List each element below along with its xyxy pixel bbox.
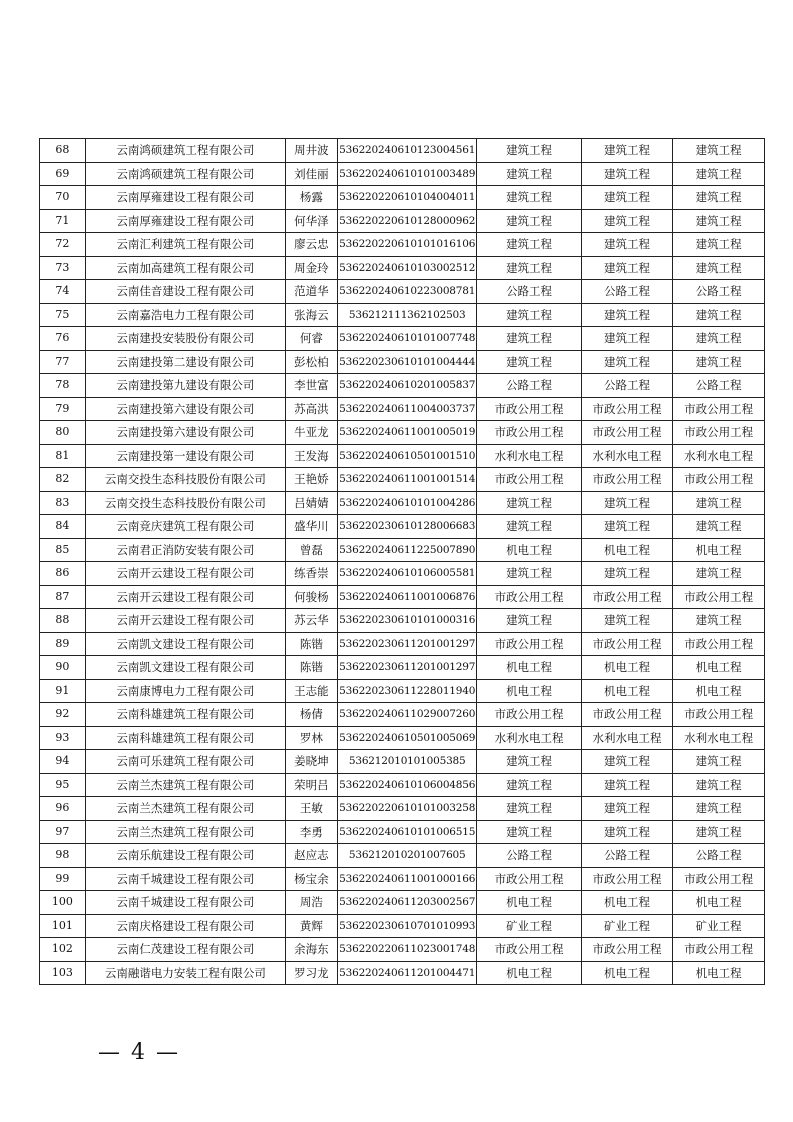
person-name: 陈锴 (285, 632, 337, 656)
company-name: 云南加高建筑工程有限公司 (85, 256, 285, 280)
registered-specialty: 建筑工程 (477, 186, 581, 210)
specialty-3: 机电工程 (673, 656, 765, 680)
person-name: 荣明吕 (285, 773, 337, 797)
certificate-number: 536220240611001005019 (337, 421, 477, 445)
specialty-3: 建筑工程 (673, 350, 765, 374)
person-name: 苏高洪 (285, 397, 337, 421)
specialty-3: 建筑工程 (673, 303, 765, 327)
registered-specialty: 建筑工程 (477, 162, 581, 186)
specialty-2: 市政公用工程 (581, 421, 673, 445)
person-name: 杨露 (285, 186, 337, 210)
specialty-3: 市政公用工程 (673, 421, 765, 445)
specialty-2: 建筑工程 (581, 209, 673, 233)
company-name: 云南兰杰建筑工程有限公司 (85, 773, 285, 797)
certificate-number: 536220230611201001297 (337, 656, 477, 680)
table-row (40, 797, 765, 821)
specialty-3: 建筑工程 (673, 797, 765, 821)
specialty-3: 市政公用工程 (673, 867, 765, 891)
certificate-number: 536220240610106004856 (337, 773, 477, 797)
company-name: 云南嘉浩电力工程有限公司 (85, 303, 285, 327)
registered-specialty: 市政公用工程 (477, 632, 581, 656)
specialty-2: 机电工程 (581, 679, 673, 703)
registered-specialty: 机电工程 (477, 656, 581, 680)
registered-specialty: 建筑工程 (477, 256, 581, 280)
registered-specialty: 建筑工程 (477, 350, 581, 374)
company-name: 云南开云建设工程有限公司 (85, 562, 285, 586)
person-name: 杨宝余 (285, 867, 337, 891)
certificate-number: 536220240610103002512 (337, 256, 477, 280)
table-row (40, 374, 765, 398)
row-number: 90 (40, 656, 86, 680)
row-number: 70 (40, 186, 86, 210)
person-name: 姜晓坤 (285, 750, 337, 774)
specialty-3: 市政公用工程 (673, 585, 765, 609)
person-name: 何骏杨 (285, 585, 337, 609)
specialty-2: 建筑工程 (581, 139, 673, 163)
table-row (40, 656, 765, 680)
company-name: 云南厚雍建设工程有限公司 (85, 186, 285, 210)
certificate-number: 53622024061012300456​1 (337, 139, 477, 163)
specialty-3: 建筑工程 (673, 773, 765, 797)
row-number: 81 (40, 444, 86, 468)
table-row (40, 491, 765, 515)
company-name: 云南建投第六建设有限公司 (85, 421, 285, 445)
registered-specialty: 市政公用工程 (477, 938, 581, 962)
registered-specialty: 市政公用工程 (477, 421, 581, 445)
registered-specialty: 机电工程 (477, 891, 581, 915)
person-name: 罗习龙 (285, 961, 337, 985)
specialty-3: 建筑工程 (673, 139, 765, 163)
registered-specialty: 建筑工程 (477, 609, 581, 633)
company-name: 云南汇利建筑工程有限公司 (85, 233, 285, 257)
specialty-2: 建筑工程 (581, 773, 673, 797)
person-name: 余海东 (285, 938, 337, 962)
company-name: 云南建投第一建设有限公司 (85, 444, 285, 468)
company-name: 云南科雄建筑工程有限公司 (85, 703, 285, 727)
row-number: 87 (40, 585, 86, 609)
person-name: 杨倩 (285, 703, 337, 727)
specialty-3: 机电工程 (673, 538, 765, 562)
certificate-number: 536220230610101004444 (337, 350, 477, 374)
table-row (40, 609, 765, 633)
specialty-2: 市政公用工程 (581, 867, 673, 891)
table-row (40, 750, 765, 774)
specialty-3: 建筑工程 (673, 562, 765, 586)
certificate-number: 536220240611001001514 (337, 468, 477, 492)
specialty-2: 市政公用工程 (581, 632, 673, 656)
company-name: 云南开云建设工程有限公司 (85, 585, 285, 609)
registered-specialty: 机电工程 (477, 538, 581, 562)
row-number: 74 (40, 280, 86, 304)
person-name: 吕婧婧 (285, 491, 337, 515)
registered-specialty: 公路工程 (477, 280, 581, 304)
person-name: 王志能 (285, 679, 337, 703)
table-row (40, 891, 765, 915)
certificate-number: 536220240611004003737 (337, 397, 477, 421)
table-row (40, 632, 765, 656)
table-row (40, 162, 765, 186)
table-row (40, 444, 765, 468)
person-name: 何华泽 (285, 209, 337, 233)
table-row (40, 867, 765, 891)
registered-specialty: 水利水电工程 (477, 726, 581, 750)
company-name: 云南建投第二建设有限公司 (85, 350, 285, 374)
certificate-number: 536220240610106005581 (337, 562, 477, 586)
specialty-2: 公路工程 (581, 374, 673, 398)
table-row (40, 773, 765, 797)
company-name: 云南交投生态科技股份有限公司 (85, 491, 285, 515)
specialty-2: 机电工程 (581, 891, 673, 915)
specialty-2: 建筑工程 (581, 609, 673, 633)
person-name: 张海云 (285, 303, 337, 327)
registered-specialty: 建筑工程 (477, 491, 581, 515)
company-name: 云南康博电力工程有限公司 (85, 679, 285, 703)
registered-specialty: 建筑工程 (477, 303, 581, 327)
specialty-3: 建筑工程 (673, 609, 765, 633)
certificate-number: 536212111362102503 (337, 303, 477, 327)
company-name: 云南鸿硕建筑工程有限公司 (85, 139, 285, 163)
table-row (40, 468, 765, 492)
specialty-2: 建筑工程 (581, 562, 673, 586)
specialty-3: 市政公用工程 (673, 703, 765, 727)
row-number: 91 (40, 679, 86, 703)
table-row (40, 726, 765, 750)
specialty-2: 建筑工程 (581, 303, 673, 327)
row-number: 99 (40, 867, 86, 891)
certificate-number: 536220240610501005069 (337, 726, 477, 750)
specialty-3: 公路工程 (673, 280, 765, 304)
specialty-2: 建筑工程 (581, 186, 673, 210)
specialty-3: 水利水电工程 (673, 726, 765, 750)
row-number: 83 (40, 491, 86, 515)
person-name: 牛亚龙 (285, 421, 337, 445)
person-name: 范道华 (285, 280, 337, 304)
certificate-number: 536220220611023001748 (337, 938, 477, 962)
table-row (40, 139, 765, 163)
specialty-2: 建筑工程 (581, 233, 673, 257)
row-number: 84 (40, 515, 86, 539)
specialty-2: 机电工程 (581, 961, 673, 985)
row-number: 78 (40, 374, 86, 398)
certificate-number: 536220240611029007260 (337, 703, 477, 727)
person-name: 练香崇 (285, 562, 337, 586)
registered-specialty: 建筑工程 (477, 233, 581, 257)
person-name: 苏云华 (285, 609, 337, 633)
row-number: 69 (40, 162, 86, 186)
company-name: 云南可乐建筑工程有限公司 (85, 750, 285, 774)
table-row (40, 844, 765, 868)
registered-specialty: 建筑工程 (477, 797, 581, 821)
table-row (40, 303, 765, 327)
row-number: 93 (40, 726, 86, 750)
certificate-number: 536220240611203002567 (337, 891, 477, 915)
certificate-number: 536220230610101000316 (337, 609, 477, 633)
specialty-2: 建筑工程 (581, 797, 673, 821)
row-number: 98 (40, 844, 86, 868)
certificate-number: 536220220610101003258 (337, 797, 477, 821)
person-name: 周浩 (285, 891, 337, 915)
specialty-3: 建筑工程 (673, 162, 765, 186)
company-name: 云南千城建设工程有限公司 (85, 891, 285, 915)
registered-specialty: 机电工程 (477, 679, 581, 703)
table-row (40, 914, 765, 938)
table-row (40, 679, 765, 703)
row-number: 71 (40, 209, 86, 233)
table-row (40, 209, 765, 233)
registered-specialty: 公路工程 (477, 844, 581, 868)
specialty-2: 水利水电工程 (581, 444, 673, 468)
certificate-number: 536220220610104004011 (337, 186, 477, 210)
registered-specialty: 市政公用工程 (477, 703, 581, 727)
specialty-2: 建筑工程 (581, 750, 673, 774)
row-number: 95 (40, 773, 86, 797)
person-name: 盛华川 (285, 515, 337, 539)
row-number: 68 (40, 139, 86, 163)
person-name: 李世富 (285, 374, 337, 398)
specialty-3: 市政公用工程 (673, 938, 765, 962)
row-number: 92 (40, 703, 86, 727)
registered-specialty: 建筑工程 (477, 820, 581, 844)
company-name: 云南竞庆建筑工程有限公司 (85, 515, 285, 539)
registered-specialty: 建筑工程 (477, 515, 581, 539)
row-number: 103 (40, 961, 86, 985)
specialty-3: 公路工程 (673, 844, 765, 868)
specialty-2: 矿业工程 (581, 914, 673, 938)
registered-specialty: 市政公用工程 (477, 867, 581, 891)
company-name: 云南兰杰建筑工程有限公司 (85, 797, 285, 821)
specialty-3: 建筑工程 (673, 820, 765, 844)
row-number: 100 (40, 891, 86, 915)
specialty-2: 机电工程 (581, 656, 673, 680)
row-number: 72 (40, 233, 86, 257)
company-name: 云南鸿硕建筑工程有限公司 (85, 162, 285, 186)
specialty-2: 市政公用工程 (581, 468, 673, 492)
row-number: 101 (40, 914, 86, 938)
company-name: 云南建投第六建设有限公司 (85, 397, 285, 421)
specialty-3: 市政公用工程 (673, 468, 765, 492)
specialty-3: 机电工程 (673, 679, 765, 703)
row-number: 96 (40, 797, 86, 821)
specialty-2: 建筑工程 (581, 820, 673, 844)
specialty-3: 市政公用工程 (673, 397, 765, 421)
company-name: 云南兰杰建筑工程有限公司 (85, 820, 285, 844)
table-row (40, 961, 765, 985)
row-number: 82 (40, 468, 86, 492)
certificate-number: 536220240610101006515 (337, 820, 477, 844)
row-number: 94 (40, 750, 86, 774)
table-row (40, 538, 765, 562)
person-name: 王艳娇 (285, 468, 337, 492)
table-row (40, 421, 765, 445)
certificate-number: 536220230611228011940 (337, 679, 477, 703)
specialty-2: 市政公用工程 (581, 938, 673, 962)
table-row (40, 938, 765, 962)
specialty-2: 建筑工程 (581, 491, 673, 515)
company-name: 云南融谐电力安装工程有限公司 (85, 961, 285, 985)
specialty-2: 建筑工程 (581, 256, 673, 280)
person-name: 廖云忠 (285, 233, 337, 257)
registered-specialty: 公路工程 (477, 374, 581, 398)
person-name: 王敏 (285, 797, 337, 821)
certificate-number: 536220240610223008781 (337, 280, 477, 304)
registered-specialty: 矿业工程 (477, 914, 581, 938)
row-number: 97 (40, 820, 86, 844)
company-name: 云南佳音建设工程有限公司 (85, 280, 285, 304)
person-name: 何睿 (285, 327, 337, 351)
certificate-number: 536220230610701010993 (337, 914, 477, 938)
registered-specialty: 机电工程 (477, 961, 581, 985)
specialty-3: 建筑工程 (673, 327, 765, 351)
registered-specialty: 建筑工程 (477, 209, 581, 233)
certificate-number: 536220240611001000166 (337, 867, 477, 891)
specialty-2: 市政公用工程 (581, 397, 673, 421)
registered-specialty: 市政公用工程 (477, 397, 581, 421)
specialty-2: 水利水电工程 (581, 726, 673, 750)
certificate-number: 536220240610101007748 (337, 327, 477, 351)
company-name: 云南乐航建设工程有限公司 (85, 844, 285, 868)
row-number: 89 (40, 632, 86, 656)
specialty-3: 建筑工程 (673, 209, 765, 233)
row-number: 77 (40, 350, 86, 374)
person-name: 陈锴 (285, 656, 337, 680)
company-name: 云南开云建设工程有限公司 (85, 609, 285, 633)
specialty-3: 建筑工程 (673, 515, 765, 539)
specialty-2: 市政公用工程 (581, 585, 673, 609)
registered-specialty: 建筑工程 (477, 562, 581, 586)
person-name: 曾磊 (285, 538, 337, 562)
registered-specialty: 建筑工程 (477, 773, 581, 797)
specialty-3: 建筑工程 (673, 491, 765, 515)
certificate-number: 536220230610128006683 (337, 515, 477, 539)
certificate-number: 536220240611001006876 (337, 585, 477, 609)
specialty-3: 建筑工程 (673, 256, 765, 280)
certificate-number: 536220240611201004471 (337, 961, 477, 985)
company-name: 云南凯文建设工程有限公司 (85, 656, 285, 680)
specialty-3: 机电工程 (673, 961, 765, 985)
company-name: 云南建投安装股份有限公司 (85, 327, 285, 351)
specialty-2: 市政公用工程 (581, 703, 673, 727)
table-row (40, 327, 765, 351)
specialty-3: 建筑工程 (673, 750, 765, 774)
registered-specialty: 水利水电工程 (477, 444, 581, 468)
certificate-number: 536212010201007605 (337, 844, 477, 868)
certificate-number: 536220240610101004286 (337, 491, 477, 515)
row-number: 76 (40, 327, 86, 351)
certificate-number: 536220240611225007890 (337, 538, 477, 562)
person-name: 黄辉 (285, 914, 337, 938)
company-name: 云南厚雍建设工程有限公司 (85, 209, 285, 233)
person-name: 彭松柏 (285, 350, 337, 374)
certificate-number: 536220240610501001510 (337, 444, 477, 468)
person-name: 罗林 (285, 726, 337, 750)
table-body (40, 139, 765, 985)
specialty-2: 机电工程 (581, 538, 673, 562)
row-number: 75 (40, 303, 86, 327)
company-name: 云南交投生态科技股份有限公司 (85, 468, 285, 492)
specialty-2: 公路工程 (581, 280, 673, 304)
specialty-3: 机电工程 (673, 891, 765, 915)
company-name: 云南君正消防安装有限公司 (85, 538, 285, 562)
specialty-3: 建筑工程 (673, 233, 765, 257)
row-number: 86 (40, 562, 86, 586)
table-row (40, 350, 765, 374)
person-name: 赵应志 (285, 844, 337, 868)
registered-specialty: 建筑工程 (477, 139, 581, 163)
person-name: 王发海 (285, 444, 337, 468)
certificate-number: 536212010101005385 (337, 750, 477, 774)
specialty-2: 建筑工程 (581, 350, 673, 374)
company-name: 云南科雄建筑工程有限公司 (85, 726, 285, 750)
row-number: 80 (40, 421, 86, 445)
specialty-3: 公路工程 (673, 374, 765, 398)
table-row (40, 280, 765, 304)
certificate-number: 536220220610101016106 (337, 233, 477, 257)
company-name: 云南凯文建设工程有限公司 (85, 632, 285, 656)
company-name: 云南千城建设工程有限公司 (85, 867, 285, 891)
certificate-number: 536220230611201001297 (337, 632, 477, 656)
registered-specialty: 市政公用工程 (477, 585, 581, 609)
specialty-2: 公路工程 (581, 844, 673, 868)
table-row (40, 186, 765, 210)
certificate-number: 536220240610101003489 (337, 162, 477, 186)
person-name: 周井波 (285, 139, 337, 163)
specialty-3: 建筑工程 (673, 186, 765, 210)
registered-specialty: 市政公用工程 (477, 468, 581, 492)
person-name: 刘佳丽 (285, 162, 337, 186)
specialty-2: 建筑工程 (581, 515, 673, 539)
registration-table (39, 138, 765, 985)
specialty-2: 建筑工程 (581, 327, 673, 351)
specialty-3: 水利水电工程 (673, 444, 765, 468)
table-row (40, 233, 765, 257)
row-number: 79 (40, 397, 86, 421)
row-number: 88 (40, 609, 86, 633)
person-name: 周金玲 (285, 256, 337, 280)
row-number: 85 (40, 538, 86, 562)
table-row (40, 515, 765, 539)
company-name: 云南仁茂建设工程有限公司 (85, 938, 285, 962)
page-number: — 4 — (98, 1040, 180, 1065)
table-row (40, 585, 765, 609)
specialty-2: 建筑工程 (581, 162, 673, 186)
certificate-number: 536220240610201005837 (337, 374, 477, 398)
specialty-3: 矿业工程 (673, 914, 765, 938)
registered-specialty: 建筑工程 (477, 750, 581, 774)
company-name: 云南庆格建设工程有限公司 (85, 914, 285, 938)
row-number: 102 (40, 938, 86, 962)
certificate-number: 536220220610128000962 (337, 209, 477, 233)
table-row (40, 397, 765, 421)
company-name: 云南建投第九建设有限公司 (85, 374, 285, 398)
table-row (40, 256, 765, 280)
registered-specialty: 建筑工程 (477, 327, 581, 351)
specialty-3: 市政公用工程 (673, 632, 765, 656)
table-row (40, 703, 765, 727)
table-row (40, 562, 765, 586)
table-row (40, 820, 765, 844)
person-name: 李勇 (285, 820, 337, 844)
row-number: 73 (40, 256, 86, 280)
